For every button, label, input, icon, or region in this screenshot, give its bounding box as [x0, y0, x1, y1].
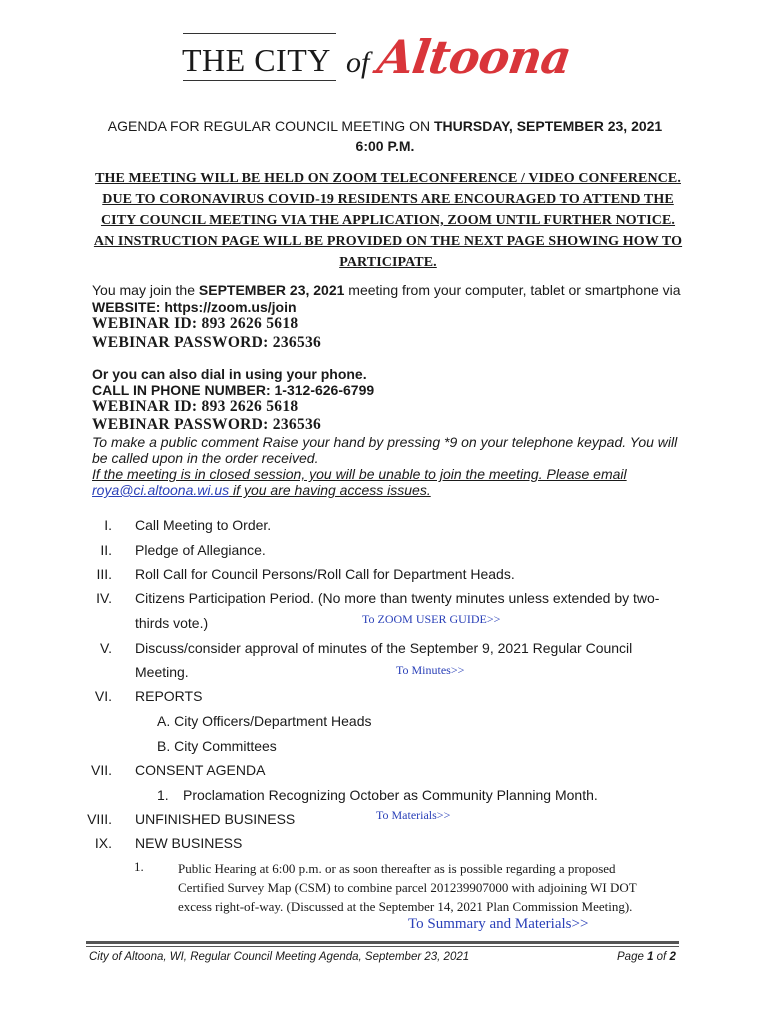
closed-session-line: If the meeting is in closed session, you will be unable to join the meeting. Please email — [92, 466, 627, 482]
zoom-website[interactable]: WEBSITE: https://zoom.us/join — [92, 299, 297, 315]
footer-page — [617, 951, 676, 963]
materials-link[interactable]: To Materials>> — [376, 808, 451, 822]
meeting-time: 6:00 P.M. — [355, 138, 415, 154]
agenda-item-text: Roll Call for Council Persons/Roll Call for Department Heads. — [135, 566, 515, 582]
logo-the-city: THE CITY — [182, 42, 331, 78]
agenda-item-text: Citizens Participation Period. (No more than twenty minutes unless extended by two- — [135, 590, 660, 606]
reports-sub-item: A. City Officers/Department Heads — [157, 713, 372, 729]
public-comment-line2: be called upon in the order received. — [92, 450, 319, 466]
join-intro-date: SEPTEMBER 23, 2021 — [198, 282, 345, 298]
notice-line: AN INSTRUCTION PAGE WILL BE PROVIDED ON THE NEXT PAGE SHOWING HOW TO — [93, 234, 683, 249]
logo-of: of — [346, 46, 370, 79]
reports-sub-item: B. City Committees — [157, 738, 277, 754]
dial-phone: CALL IN PHONE NUMBER: 1-312-626-6799 — [92, 382, 375, 398]
consent-sub-text: Proclamation Recognizing October as Community Planning Month. — [183, 787, 598, 803]
closed-session-line2 — [92, 482, 431, 498]
agenda-title-prefix: AGENDA FOR REGULAR COUNCIL MEETING ON — [107, 118, 434, 134]
webinar-id: WEBINAR ID: 893 2626 5618 — [92, 315, 299, 332]
footer-page-num: 1 — [647, 951, 654, 963]
join-intro — [92, 282, 692, 298]
agenda-num: II. — [100, 542, 112, 558]
dial-heading: Or you can also dial in using your phone. — [92, 366, 367, 382]
agenda-title — [0, 118, 770, 134]
logo-top-rule — [183, 33, 336, 34]
agenda-num: VII. — [90, 762, 112, 778]
new-business-line: Public Hearing at 6:00 p.m. or as soon thereafter as is possible regarding a proposed — [178, 861, 616, 876]
new-business-sub-num: 1. — [134, 859, 144, 874]
agenda-item-text: Discuss/consider approval of minutes of the September 9, 2021 Regular Council — [135, 640, 633, 656]
public-comment-line1: To make a public comment Raise your hand by pressing *9 on your telephone keypad. You will — [92, 434, 678, 450]
notice-line: DUE TO CORONAVIRUS COVID-19 RESIDENTS ARE ENCOURAGED TO ATTEND THE — [102, 192, 674, 207]
agenda-item-text-cont: thirds vote.) — [135, 615, 209, 631]
summary-materials-link[interactable]: To Summary and Materials>> — [408, 916, 589, 932]
agenda-item-text: UNFINISHED BUSINESS — [135, 811, 296, 827]
footer-rule-thick — [86, 941, 679, 944]
footer-page-prefix: Page — [617, 951, 648, 963]
agenda-item-text: Call Meeting to Order. — [135, 517, 272, 533]
agenda-item-text: REPORTS — [135, 688, 203, 704]
agenda-item-text: NEW BUSINESS — [135, 835, 243, 851]
zoom-user-guide-link[interactable]: To ZOOM USER GUIDE>> — [362, 612, 501, 626]
minutes-link[interactable]: To Minutes>> — [396, 663, 465, 677]
agenda-title-date: THURSDAY, SEPTEMBER 23, 2021 — [433, 118, 663, 134]
agenda-num: IX. — [94, 835, 112, 851]
dial-webinar-password: WEBINAR PASSWORD: 236536 — [92, 416, 322, 433]
footer-left: City of Altoona, WI, Regular Council Meeting Agenda, September 23, 2021 — [89, 951, 470, 963]
agenda-num: V. — [100, 640, 112, 656]
consent-sub-num: 1. — [157, 787, 169, 803]
new-business-line: Certified Survey Map (CSM) to combine parcel 201239907000 with adjoining WI DOT — [178, 880, 637, 895]
agenda-num: VIII. — [87, 811, 112, 827]
agenda-item-text: Pledge of Allegiance. — [135, 542, 266, 558]
notice-line: CITY COUNCIL MEETING VIA THE APPLICATION, ZOOM UNTIL FURTHER NOTICE. — [100, 213, 676, 228]
agenda-num: VI. — [94, 688, 112, 704]
agenda-num: IV. — [96, 590, 112, 606]
join-intro-b: meeting from your computer, tablet or smartphone via — [344, 282, 681, 298]
join-intro-a: You may join the — [92, 282, 199, 298]
notice-line: PARTICIPATE. — [339, 255, 437, 270]
dial-webinar-id: WEBINAR ID: 893 2626 5618 — [92, 398, 299, 415]
agenda-num: III. — [96, 566, 112, 582]
new-business-line: excess right-of-way. (Discussed at the September 14, 2021 Plan Commission Meeting). — [178, 899, 633, 914]
footer-page-of: of — [653, 951, 670, 963]
new-business-sub-text — [178, 859, 637, 916]
notice-line: THE MEETING WILL BE HELD ON ZOOM TELECONFERENCE / VIDEO CONFERENCE. — [95, 171, 681, 186]
footer-page-total: 2 — [669, 951, 676, 963]
webinar-password: WEBINAR PASSWORD: 236536 — [92, 334, 322, 351]
logo-bottom-rule — [183, 80, 336, 81]
footer-rule-thin — [86, 946, 679, 947]
email-link[interactable]: roya@ci.altoona.wi.us — [92, 482, 230, 498]
agenda-num: I. — [104, 517, 112, 533]
zoom-notice — [88, 168, 688, 273]
agenda-item-text: CONSENT AGENDA — [135, 762, 266, 778]
agenda-item-text-cont: Meeting. — [135, 664, 189, 680]
closed-session-rest: if you are having access issues. — [229, 482, 431, 498]
logo-altoona: Altoona — [374, 30, 574, 84]
